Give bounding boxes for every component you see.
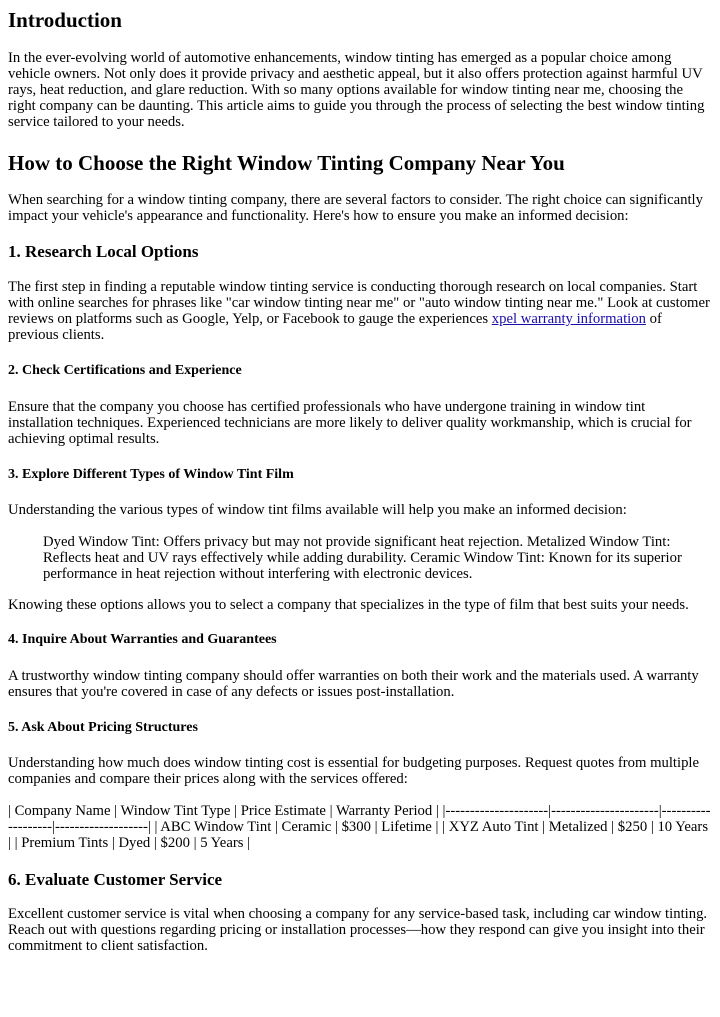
film-types-paragraph-after: Knowing these options allows you to select a company that specializes in the type of film that best suits your needs. — [8, 597, 689, 613]
research-text-before-link: The first step in finding a reputable window tinting service is conducting thorough research on local companies. Start with online searches for phrases like "car window tinting near me" or "auto window tinting near me." Look at customer reviews on platforms such as Google, Yelp, or Facebook to gauge the experiences — [8, 279, 710, 328]
xpel-warranty-link[interactable]: xpel warranty information — [491, 311, 646, 328]
warranties-paragraph: A trustworthy window tinting company should offer warranties on both their work and the materials used. A warranty ensures that you're covered in case of any defects or issues post-installation. — [8, 668, 699, 701]
service-paragraph: Excellent customer service is vital when choosing a company for any service-based task, including car window tinting. Reach out with questions regarding pricing or installation processes—how they respond can give you insight into their commitment to client satisfaction. — [8, 906, 708, 955]
certifications-paragraph: Ensure that the company you choose has certified professionals who have undergone training in window tint installation techniques. Experienced technicians are more likely to deliver quality workmanship, which is crucial for achieving optimal results. — [8, 399, 692, 448]
warranties-heading: 4. Inquire About Warranties and Guarantees — [8, 632, 277, 647]
research-heading: 1. Research Local Options — [8, 242, 199, 261]
pricing-table-text: | Company Name | Window Tint Type | Price Estimate | Warranty Period | |---------------------|----------------------|-------------------|-------------------| | ABC Window Tint | Ceramic | $300 | Lifetime | | XYZ Auto Tint | Metalized | $250 | 10 Years | | Premium Tints | Dyed | $200 | 5 Years | — [8, 803, 711, 852]
certifications-heading: 2. Check Certifications and Experience — [8, 363, 242, 378]
pricing-heading: 5. Ask About Pricing Structures — [8, 720, 198, 735]
research-text-after-link: of previous clients. — [8, 311, 662, 344]
pricing-paragraph: Understanding how much does window tinting cost is essential for budgeting purposes. Request quotes from multiple companies and compare their prices along with the services offered: — [8, 755, 700, 788]
intro-heading: Introduction — [8, 8, 122, 32]
choose-paragraph: When searching for a window tinting company, there are several factors to consider. The right choice can significantly impact your vehicle's appearance and functionality. Here's how to ensure you make an informed decision: — [8, 192, 703, 225]
research-paragraph — [8, 279, 712, 343]
film-types-paragraph: Understanding the various types of window tint films available will help you make an informed decision: — [8, 502, 627, 518]
intro-paragraph: In the ever-evolving world of automotive enhancements, window tinting has emerged as a popular choice among vehicle owners. Not only does it provide privacy and aesthetic appeal, but it also offers protection against harmful UV rays, heat reduction, and glare reduction. With so many options available for window tinting near me, choosing the right company can be daunting. This article aims to guide you through the process of selecting the best window tinting service tailored to your needs. — [8, 50, 705, 131]
film-types-heading: 3. Explore Different Types of Window Tint Film — [8, 467, 294, 482]
film-types-blockquote: Dyed Window Tint: Offers privacy but may not provide significant heat rejection. Metalized Window Tint: Reflects heat and UV rays effectively while adding durability. Ceramic Window Tint: Known for its superior performance in heat rejection without interfering with electronic devices. — [43, 534, 682, 583]
choose-heading: How to Choose the Right Window Tinting Company Near You — [8, 151, 565, 175]
service-heading: 6. Evaluate Customer Service — [8, 870, 223, 889]
